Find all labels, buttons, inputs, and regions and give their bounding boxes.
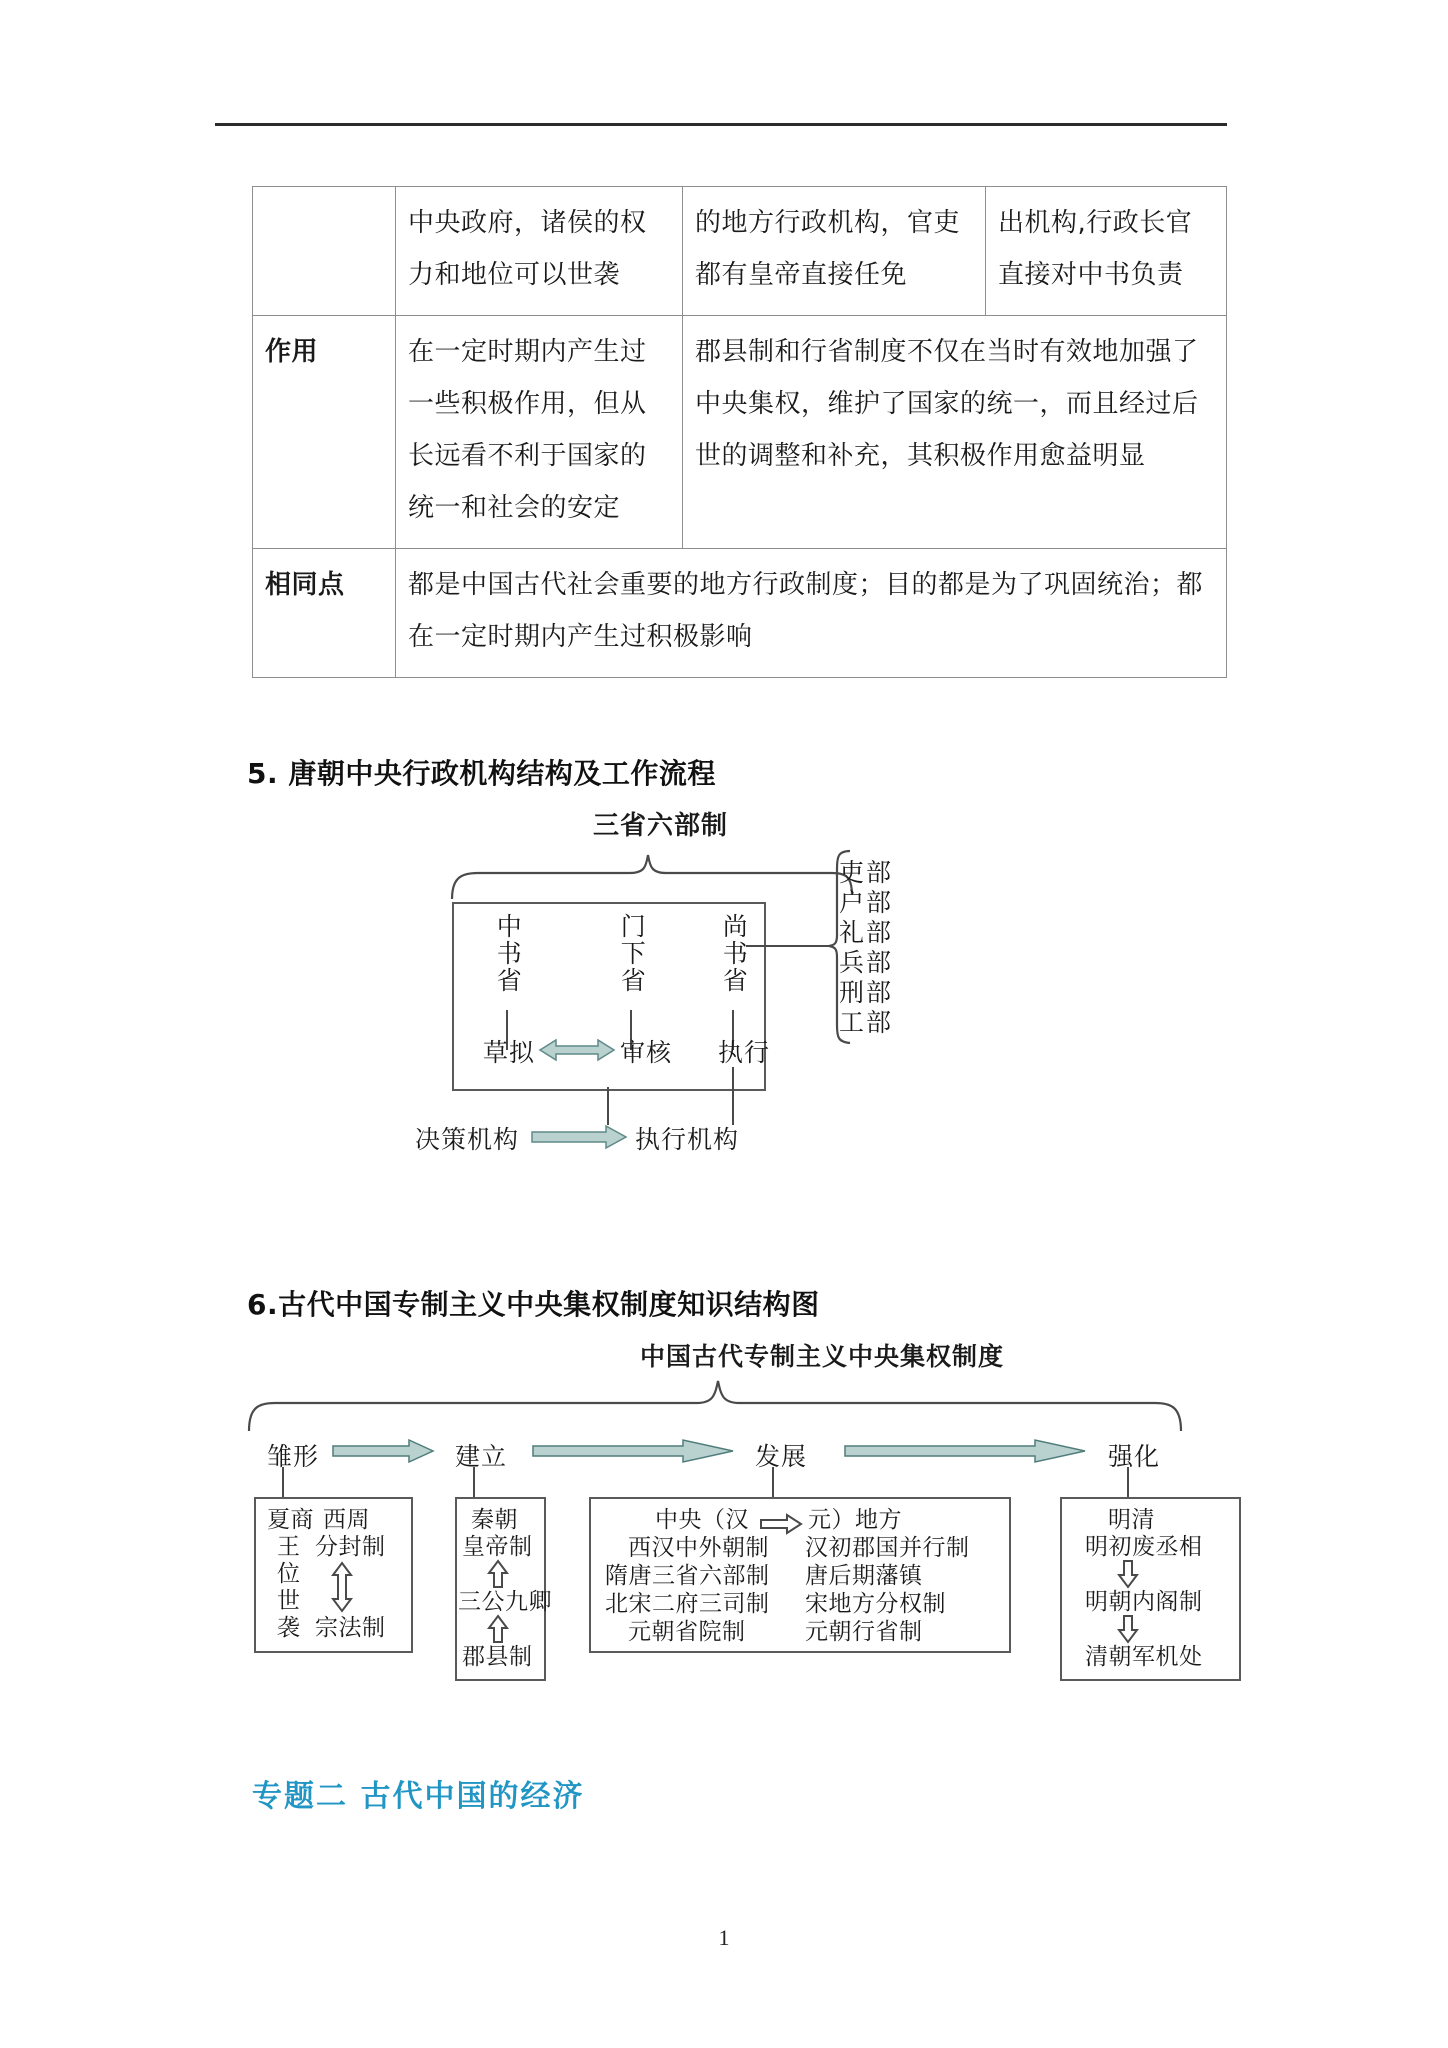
- box4-down-arrow-1-icon: [1118, 1561, 1138, 1587]
- diagram2-top-brace-icon: [245, 1373, 1185, 1435]
- execution-org-label: 执行机构: [635, 1125, 740, 1154]
- comparison-table: [252, 186, 1227, 678]
- box1-col2-line3: 宗法制: [315, 1615, 386, 1641]
- connector-six-ministries: [746, 945, 832, 947]
- diagram1-title: 三省六部制: [593, 811, 729, 841]
- box3-local-4: 元朝行省制: [805, 1619, 923, 1645]
- stage-label-establish: 建立: [455, 1442, 508, 1471]
- table-row: [253, 549, 1227, 678]
- flow-arrow-icon: [532, 1125, 626, 1149]
- box3-center-3: 北宋二府三司制: [605, 1591, 770, 1617]
- box3-center-1: 西汉中外朝制: [628, 1535, 769, 1561]
- box1-col1-line1: 夏商: [267, 1507, 314, 1533]
- stage-arrow-1-icon: [333, 1440, 433, 1462]
- table-row: [253, 187, 1227, 316]
- box3-header-right: 元）地方: [808, 1507, 902, 1533]
- box1-col1-line4: 世: [277, 1588, 301, 1614]
- ministry-item: 兵部: [839, 948, 894, 977]
- bidirectional-arrow-icon: [540, 1037, 614, 1063]
- cell-r1-c1: 在一定时期内产生过一些积极作用，但从长远看不利于国家的统一和社会的安定: [396, 316, 683, 549]
- box4-line1: 明初废丞相: [1085, 1534, 1203, 1560]
- draft-label: 草拟: [483, 1038, 536, 1067]
- box2-line3: 郡县制: [462, 1644, 533, 1670]
- box2-line1: 皇帝制: [462, 1534, 533, 1560]
- section-5-heading: 5. 唐朝中央行政机构结构及工作流程: [247, 757, 716, 790]
- box4-dynasty: 明清: [1108, 1507, 1155, 1533]
- row-label-effect: 作用: [253, 316, 396, 549]
- stage-arrow-3-icon: [845, 1440, 1085, 1462]
- box1-col2-line2: 分封制: [315, 1534, 386, 1560]
- box3-header-left: 中央（汉: [655, 1507, 749, 1533]
- connector-box3: [772, 1467, 774, 1497]
- box4-line2: 明朝内阁制: [1085, 1589, 1203, 1615]
- ministry-item: 礼部: [839, 918, 894, 947]
- zhongshu-province-label: 中书省: [493, 913, 523, 994]
- cell-r1-c2: 郡县制和行省制度不仅在当时有效地加强了中央集权，维护了国家的统一，而且经过后世的调整和补充，其积极作用愈益明显: [683, 316, 1227, 549]
- connector-box1: [282, 1467, 284, 1497]
- box1-col2-line1: 西周: [323, 1507, 370, 1533]
- table-row: [253, 316, 1227, 549]
- box1-col1-line5: 袭: [277, 1615, 301, 1641]
- box2-up-arrow-2-icon: [488, 1616, 508, 1642]
- connector-execution: [732, 1067, 734, 1125]
- box4-down-arrow-2-icon: [1118, 1616, 1138, 1642]
- box3-center-2: 隋唐三省六部制: [605, 1563, 770, 1589]
- box4-line3: 清朝军机处: [1085, 1644, 1203, 1670]
- review-label: 审核: [620, 1038, 673, 1067]
- shangshu-province-label: 尚书省: [719, 913, 749, 994]
- header-rule: [215, 123, 1227, 126]
- cell-r0-c1: 中央政府，诸侯的权力和地位可以世袭: [396, 187, 683, 316]
- box3-center-4: 元朝省院制: [628, 1619, 746, 1645]
- section-6-heading: 6.古代中国专制主义中央集权制度知识结构图: [247, 1288, 820, 1321]
- ministry-item: 户部: [839, 888, 894, 917]
- tang-government-diagram: [415, 805, 1050, 1265]
- stage-label-strengthen: 强化: [1108, 1442, 1161, 1471]
- cell-r0-c3: 出机构,行政长官直接对中书负责: [986, 187, 1227, 316]
- execute-label: 执行: [718, 1038, 771, 1067]
- box3-local-2: 唐后期藩镇: [805, 1563, 923, 1589]
- six-ministries-list: [839, 858, 893, 1038]
- connector-decision: [607, 1087, 609, 1125]
- top-brace-icon: [448, 833, 868, 903]
- box2-up-arrow-1-icon: [488, 1561, 508, 1587]
- box1-col1-line2: 王: [277, 1534, 301, 1560]
- connector-box4: [1127, 1467, 1129, 1497]
- stage-arrow-2-icon: [533, 1440, 733, 1462]
- box3-inline-arrow-icon: [761, 1515, 801, 1533]
- box2-dynasty: 秦朝: [471, 1507, 518, 1533]
- box3-local-3: 宋地方分权制: [805, 1591, 946, 1617]
- box1-col1-line3: 位: [277, 1561, 301, 1587]
- row-label-common: 相同点: [253, 549, 396, 678]
- diagram2-title: 中国古代专制主义中央集权制度: [640, 1342, 1005, 1371]
- decision-org-label: 决策机构: [415, 1125, 520, 1154]
- page-number: 1: [718, 1925, 730, 1950]
- box1-bidirectional-arrow-icon: [332, 1563, 352, 1611]
- cell-r2-c1: 都是中国古代社会重要的地方行政制度；目的都是为了巩固统治；都在一定时期内产生过积极影响: [396, 549, 1227, 678]
- topic-heading: 专题二 古代中国的经济: [252, 1779, 585, 1814]
- menxia-province-label: 门下省: [617, 913, 647, 994]
- ministry-item: 工部: [839, 1008, 894, 1037]
- box2-line2: 三公九卿: [458, 1589, 552, 1615]
- centralization-structure-diagram: [215, 1337, 1235, 1757]
- stage-label-prototype: 雏形: [267, 1442, 320, 1471]
- ministry-item: 吏部: [839, 858, 894, 887]
- row-label-cell: [253, 187, 396, 316]
- cell-r0-c2: 的地方行政机构，官吏都有皇帝直接任免: [683, 187, 986, 316]
- connector-box2: [473, 1467, 475, 1497]
- ministry-item: 刑部: [839, 978, 894, 1007]
- box3-local-1: 汉初郡国并行制: [805, 1535, 970, 1561]
- stage-label-develop: 发展: [755, 1442, 808, 1471]
